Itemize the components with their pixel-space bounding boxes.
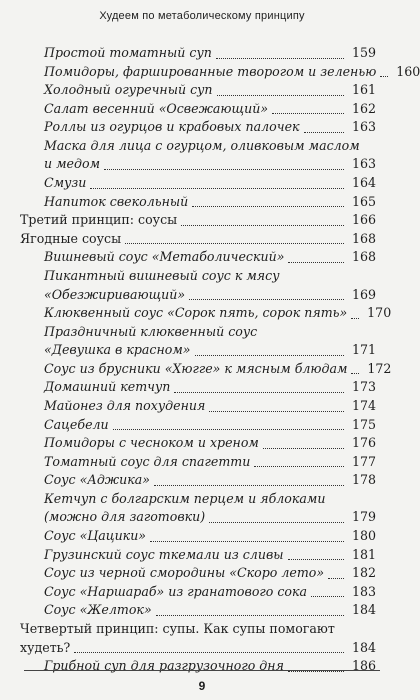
dot-leader [380,76,388,77]
page-number: 9 [198,679,206,693]
toc-entry [20,639,376,658]
toc-entry-title-line1: Четвертый принцип: супы. Как супы помогают [20,621,335,637]
dot-leader [209,522,344,523]
toc-entry [20,100,376,119]
toc-entry [20,118,376,137]
toc-entry-page: 183 [351,583,376,599]
dot-leader [272,113,344,114]
toc-entry [20,601,376,620]
toc-entry-title: Вишневый соус «Метаболический» [44,249,285,265]
toc-entry [20,527,376,546]
toc-entry [20,248,376,267]
toc-entry-title-line1: Кетчуп с болгарским перцем и яблоками [44,490,326,506]
toc-entry-title: Салат весенний «Освежающий» [44,100,269,116]
toc-entry [20,211,376,230]
toc-entry-page: 184 [351,639,376,655]
toc-entry [20,546,376,565]
toc-entry [20,341,376,360]
toc-entry [20,508,376,527]
dot-leader [217,95,344,96]
dot-leader [288,559,344,560]
page-footer [0,670,404,694]
dot-leader [288,262,344,263]
toc-entry-page: 174 [351,398,376,413]
toc-entry-page: 175 [351,416,376,432]
toc-entry-title: (можно для заготовки) [44,509,206,525]
toc-entry-title: Напиток свекольный [44,193,189,209]
toc-entry [20,193,376,212]
running-header: Худеем по метаболическому принципу [99,10,305,22]
toc-entry-page: 163 [351,119,376,135]
dot-leader [351,373,359,374]
toc-entry-title: Роллы из огурцов и крабовых палочек [44,119,300,135]
dot-leader [304,132,344,133]
toc-entry-title: Майонез для похудения [44,398,206,413]
toc-entry-page: 160 [396,63,420,79]
toc-entry [20,397,376,416]
toc-entry-page: 166 [351,212,376,228]
dot-leader [311,596,344,597]
toc-entry-title-line1: Пикантный вишневый соус к мясу [44,268,280,284]
toc-entry-page: 186 [351,658,376,674]
dot-leader [328,578,344,579]
toc-entry-title: Соус из брусники «Хюгге» к мясным блюдам [44,360,348,376]
toc-entry-page: 177 [351,453,376,469]
toc-entry-title: Холодный огуречный суп [44,82,213,98]
toc-entry-title: Грузинский соус ткемали из сливы [44,546,284,562]
toc-entry-page: 164 [351,175,376,191]
dot-leader [154,485,344,486]
toc-entry-multiline [20,490,376,527]
toc-entry [20,81,376,100]
toc-entry [20,304,392,323]
dot-leader [351,318,359,319]
toc-entry [20,378,376,397]
dot-leader [104,169,344,170]
toc-entry-title: Помидоры с чесноком и хреном [44,435,259,451]
toc-entry-page: 171 [351,342,376,358]
toc-entry-title: Соус из черной смородины «Скоро лето» [44,565,325,581]
toc-entry-multiline [20,620,376,657]
toc-entry-page: 176 [351,435,376,451]
toc-entry [20,360,392,379]
toc-entry-title-line1: Праздничный клюквенный соус [44,323,258,339]
toc-entry-title: Помидоры, фаршированные творогом и зеленью [44,63,377,79]
dot-leader [254,466,344,467]
dot-leader [216,58,344,59]
toc-entry-title: худеть? [20,639,71,655]
footer-rule [24,670,380,671]
dot-leader [209,411,344,412]
toc-entry-page: 170 [367,305,392,321]
toc-entry-title: Грибной суп для разгрузочного дня [44,658,284,674]
dot-leader [174,392,344,393]
toc-entry [20,564,376,583]
toc-entry-page: 169 [351,286,376,302]
table-of-contents [20,44,420,676]
toc-entry [20,63,420,82]
toc-entry-title: Смузи [44,175,87,191]
toc-entry-page: 161 [351,82,376,98]
toc-entry-page: 159 [351,45,376,60]
toc-entry-multiline [20,137,376,174]
dot-leader [195,355,345,356]
toc-entry-title: Клюквенный соус «Сорок пять, сорок пять» [44,305,348,321]
toc-entry [20,471,376,490]
toc-entry-page: 180 [351,528,376,544]
toc-entry-page: 179 [351,509,376,525]
dot-leader [156,615,344,616]
toc-entry-title: Соус «Желток» [44,602,152,618]
toc-entry-page: 168 [351,249,376,265]
dot-leader [125,243,344,244]
toc-entry-title: и медом [44,156,101,172]
toc-entry-page: 173 [351,379,376,395]
dot-leader [192,206,344,207]
toc-entry-page: 165 [351,193,376,209]
toc-entry-page: 172 [367,360,392,376]
toc-entry [20,434,376,453]
toc-entry-title: Соус «Цацики» [44,528,147,544]
toc-entry [20,583,376,602]
dot-leader [189,299,344,300]
dot-leader [181,225,344,226]
toc-entry [20,286,376,305]
toc-entry-title: Третий принцип: соусы [20,212,178,228]
toc-entry-title: «Девушка в красном» [44,342,191,358]
toc-entry-title: Домашний кетчуп [44,379,171,395]
toc-entry-multiline [20,323,376,360]
toc-entry [20,174,376,193]
toc-entry-title: Соус «Аджика» [44,472,150,488]
dot-leader [113,429,344,430]
toc-entry-title: «Обезжиривающий» [44,286,186,302]
toc-entry-page: 168 [351,230,376,246]
dot-leader [74,652,344,653]
toc-entry-page: 181 [351,546,376,562]
dot-leader [263,448,344,449]
toc-entry [20,416,376,435]
toc-entry-title: Ягодные соусы [20,230,122,246]
toc-entry [20,44,376,63]
toc-entry [20,155,376,174]
toc-entry-title-line1: Маска для лица с огурцом, оливковым маслом [44,137,360,153]
toc-entry-page: 163 [351,156,376,172]
dot-leader [90,188,344,189]
toc-entry-title: Томатный соус для спагетти [44,453,251,469]
toc-entry-title: Соус «Наршараб» из гранатового сока [44,583,308,599]
toc-entry-page: 184 [351,602,376,618]
toc-entry-page: 182 [351,565,376,581]
dot-leader [150,541,344,542]
toc-entry [20,230,376,249]
toc-entry-page: 162 [351,100,376,116]
toc-entry-title: Сацебели [44,416,109,432]
toc-entry-multiline [20,267,376,304]
toc-entry [20,453,376,472]
toc-entry-title: Простой томатный суп [44,45,212,60]
toc-entry-page: 178 [351,472,376,488]
